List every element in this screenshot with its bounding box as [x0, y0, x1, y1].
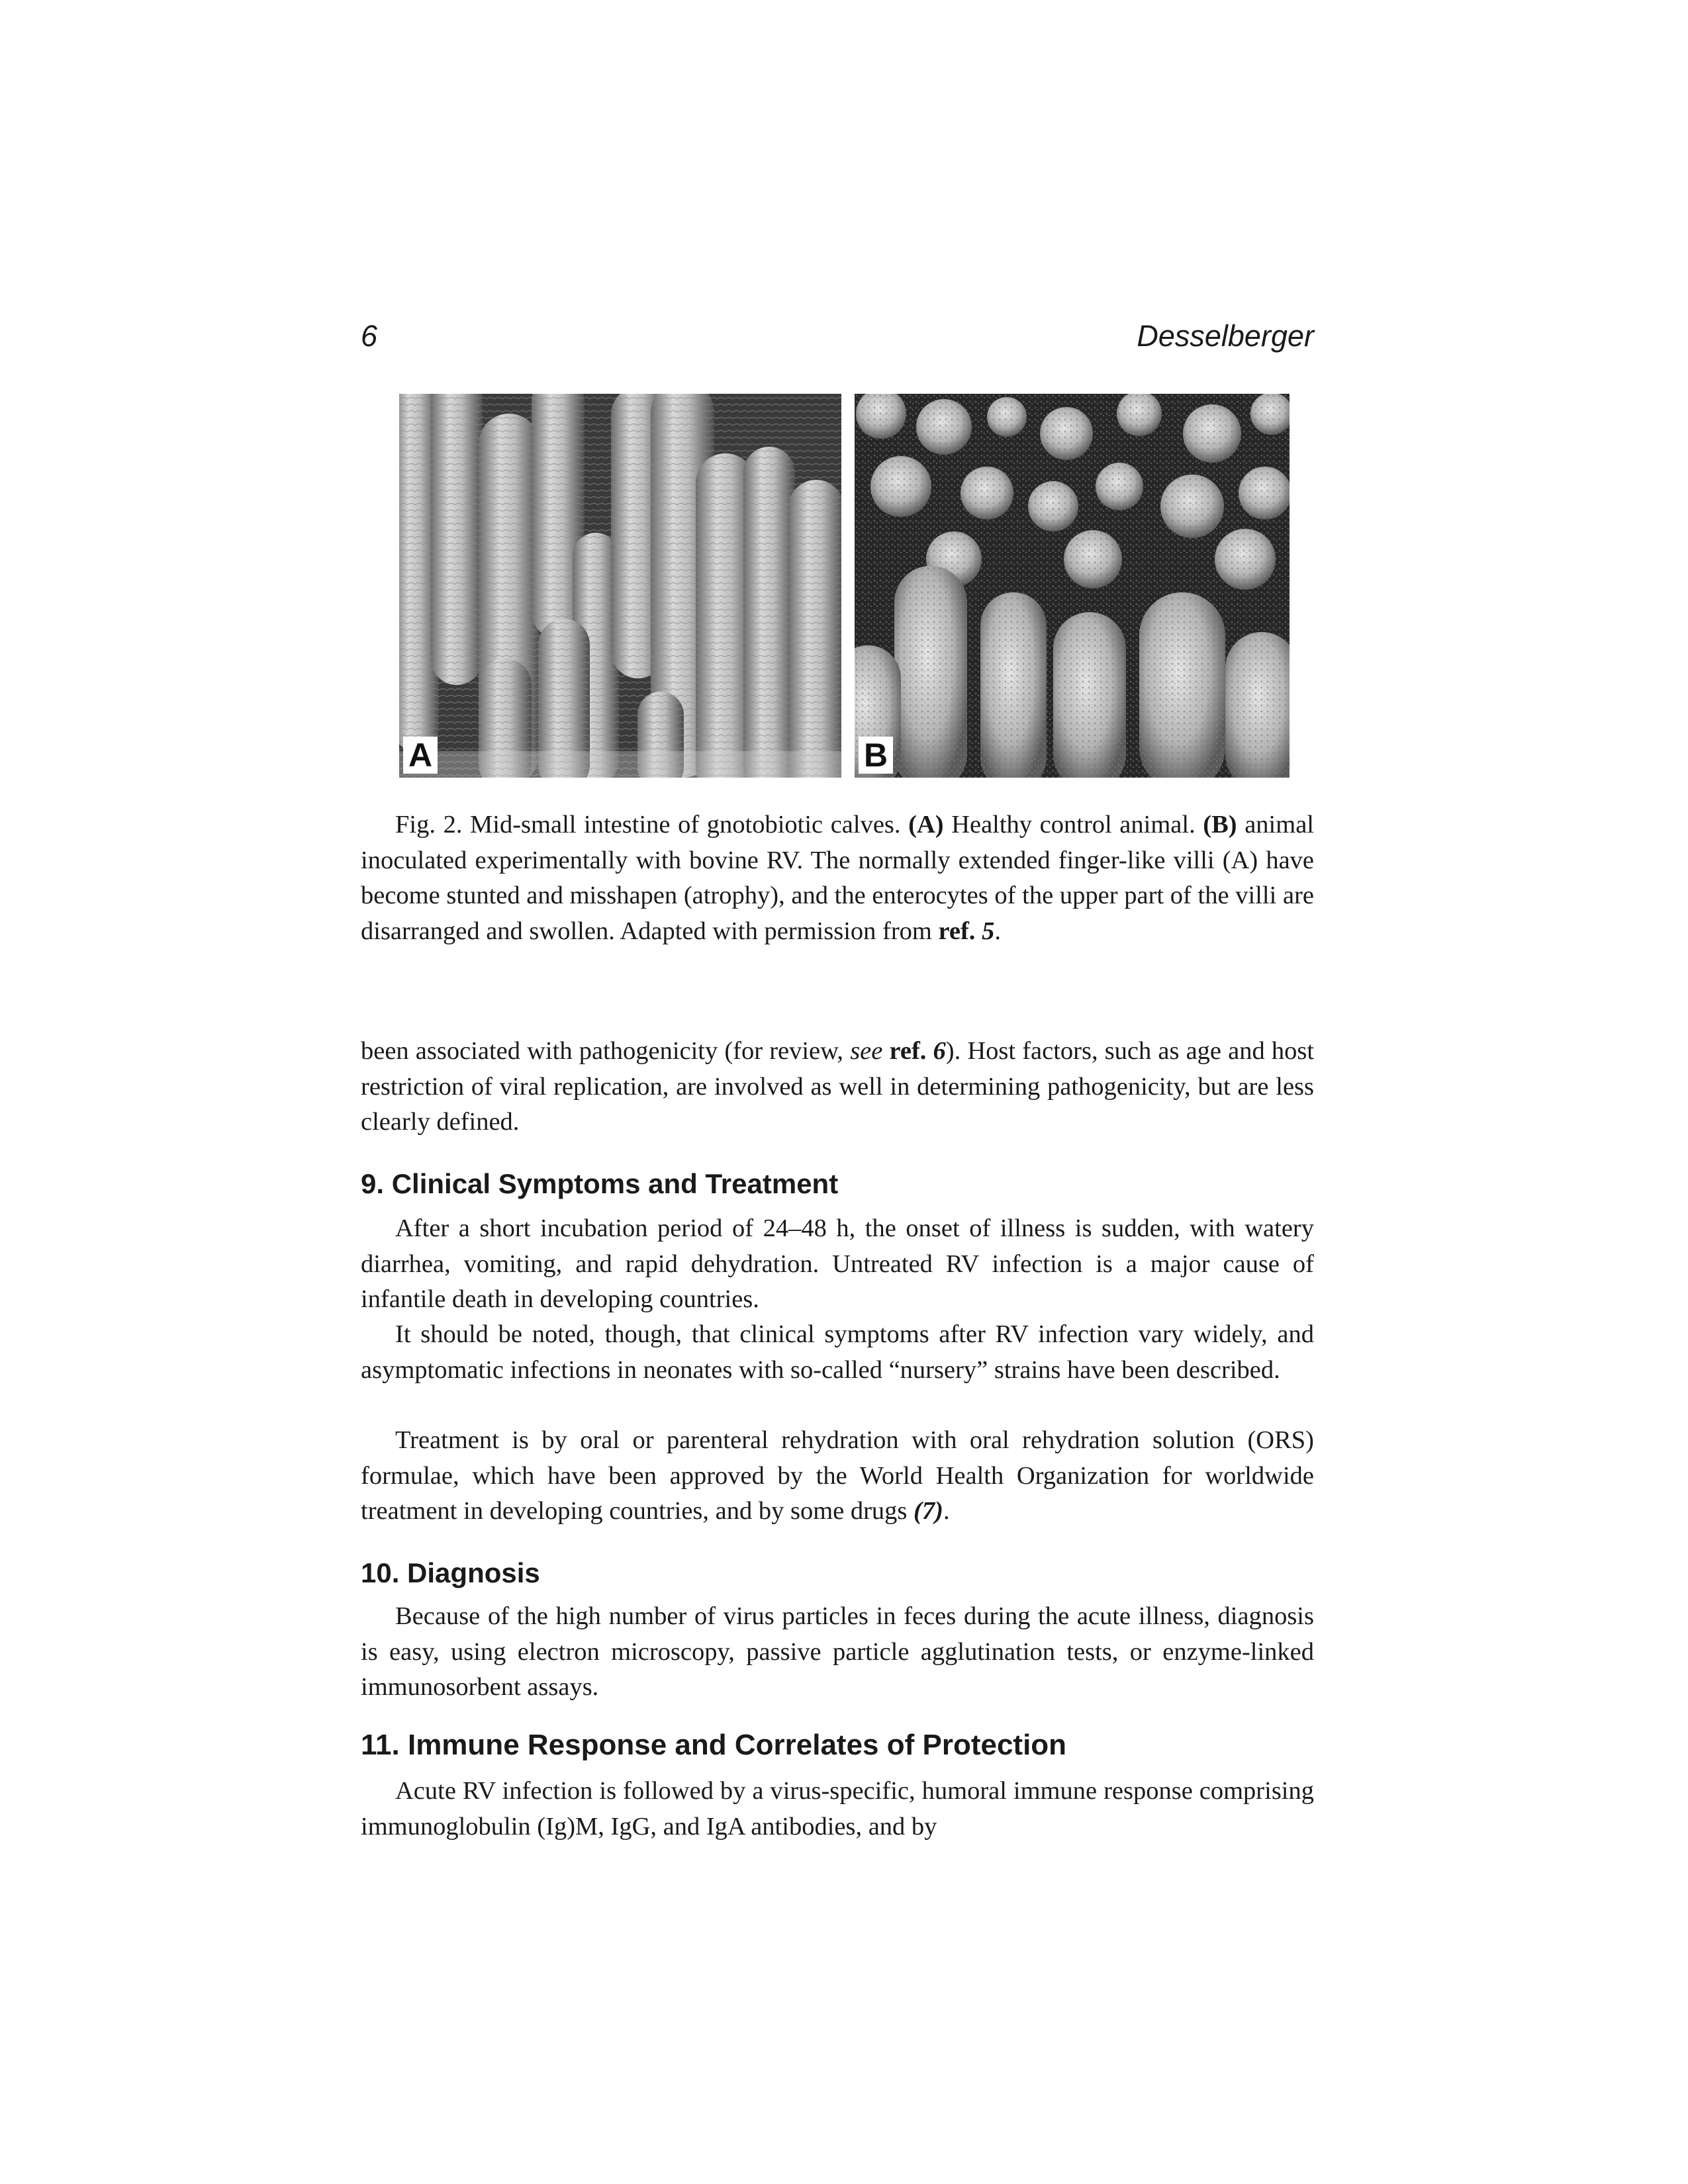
caption-text: . [994, 917, 1001, 945]
ref-label: ref. [889, 1037, 927, 1065]
caption-text: animal inoculated experimentally with bovine RV. The normally extended finger-like villi (A) have become stunted and misshapen (atrophy), and the enterocytes of the upper part of the villi are disarranged and swollen. Adapted with permission from [361, 811, 1314, 945]
section-9-paragraph-2: It should be noted, though, that clinical symptoms after RV infection vary widely, and asymptomatic infections in neonates with so-called “nursery” strains have been described. [361, 1320, 1314, 1384]
see-word: see [850, 1037, 883, 1065]
section-9-paragraph-1: After a short incubation period of 24–48 h, the onset of illness is sudden, with watery diarrhea, vomiting, and rapid dehydration. Untreated RV infection is a major cause of infantile death in developing countries. [361, 1214, 1314, 1313]
caption-text: Mid-small intestine of gnotobiotic calves. [462, 811, 909, 839]
caption-ref-label: ref. [938, 917, 976, 945]
running-head-author: Desselberger [1137, 319, 1314, 353]
panel-label-a: A [403, 737, 438, 774]
figure-panel-b [855, 394, 1289, 778]
body-text: Treatment is by oral or parenteral rehydration with oral rehydration solution (ORS) formulae, which have been approved by the World Health Organization for worldwide treatment in developing countries, and by some drugs [361, 1426, 1314, 1525]
page-number: 6 [361, 319, 378, 353]
section-9-heading: 9. Clinical Symptoms and Treatment [361, 1168, 839, 1199]
section-9-paragraph-3 [361, 1423, 1314, 1529]
caption-panel-b-ref: (B) [1203, 811, 1237, 839]
panel-label-b: B [859, 737, 893, 774]
caption-fig-label: Fig. 2. [395, 811, 463, 839]
figure-caption [361, 807, 1314, 949]
atrophied-villi-micrograph [855, 394, 1289, 778]
figure-panel-a [399, 394, 841, 778]
body-text: ). Host factors, such as age and host restriction of viral replication, are involved as well in determining pathogenicity, but are less clearly defined. [361, 1037, 1315, 1136]
ref-number: 6 [933, 1037, 946, 1065]
ref-7: (7) [914, 1497, 943, 1525]
section-11-heading: 11. Immune Response and Correlates of Protection [361, 1729, 1067, 1761]
healthy-villi-micrograph [399, 394, 841, 778]
caption-ref-number: 5 [982, 917, 995, 945]
caption-panel-a-ref: (A) [908, 811, 944, 839]
section-10-paragraph-1: Because of the high number of virus particles in feces during the acute illness, diagnosis is easy, using electron microscopy, passive particle agglutination tests, or enzyme-linked immunosorbent assays. [361, 1602, 1314, 1701]
body-text: . [943, 1497, 950, 1525]
section-11-paragraph-1: Acute RV infection is followed by a virus-specific, humoral immune response comprising immunoglobulin (Ig)M, IgG, and IgA antibodies, and by [361, 1777, 1314, 1841]
continuation-paragraph [361, 1034, 1314, 1140]
caption-text: Healthy control animal. [943, 811, 1203, 839]
body-text: been associated with pathogenicity (for review, [361, 1037, 851, 1065]
running-head [361, 319, 1314, 359]
figure-2 [399, 394, 1289, 778]
section-10-heading: 10. Diagnosis [361, 1557, 540, 1588]
